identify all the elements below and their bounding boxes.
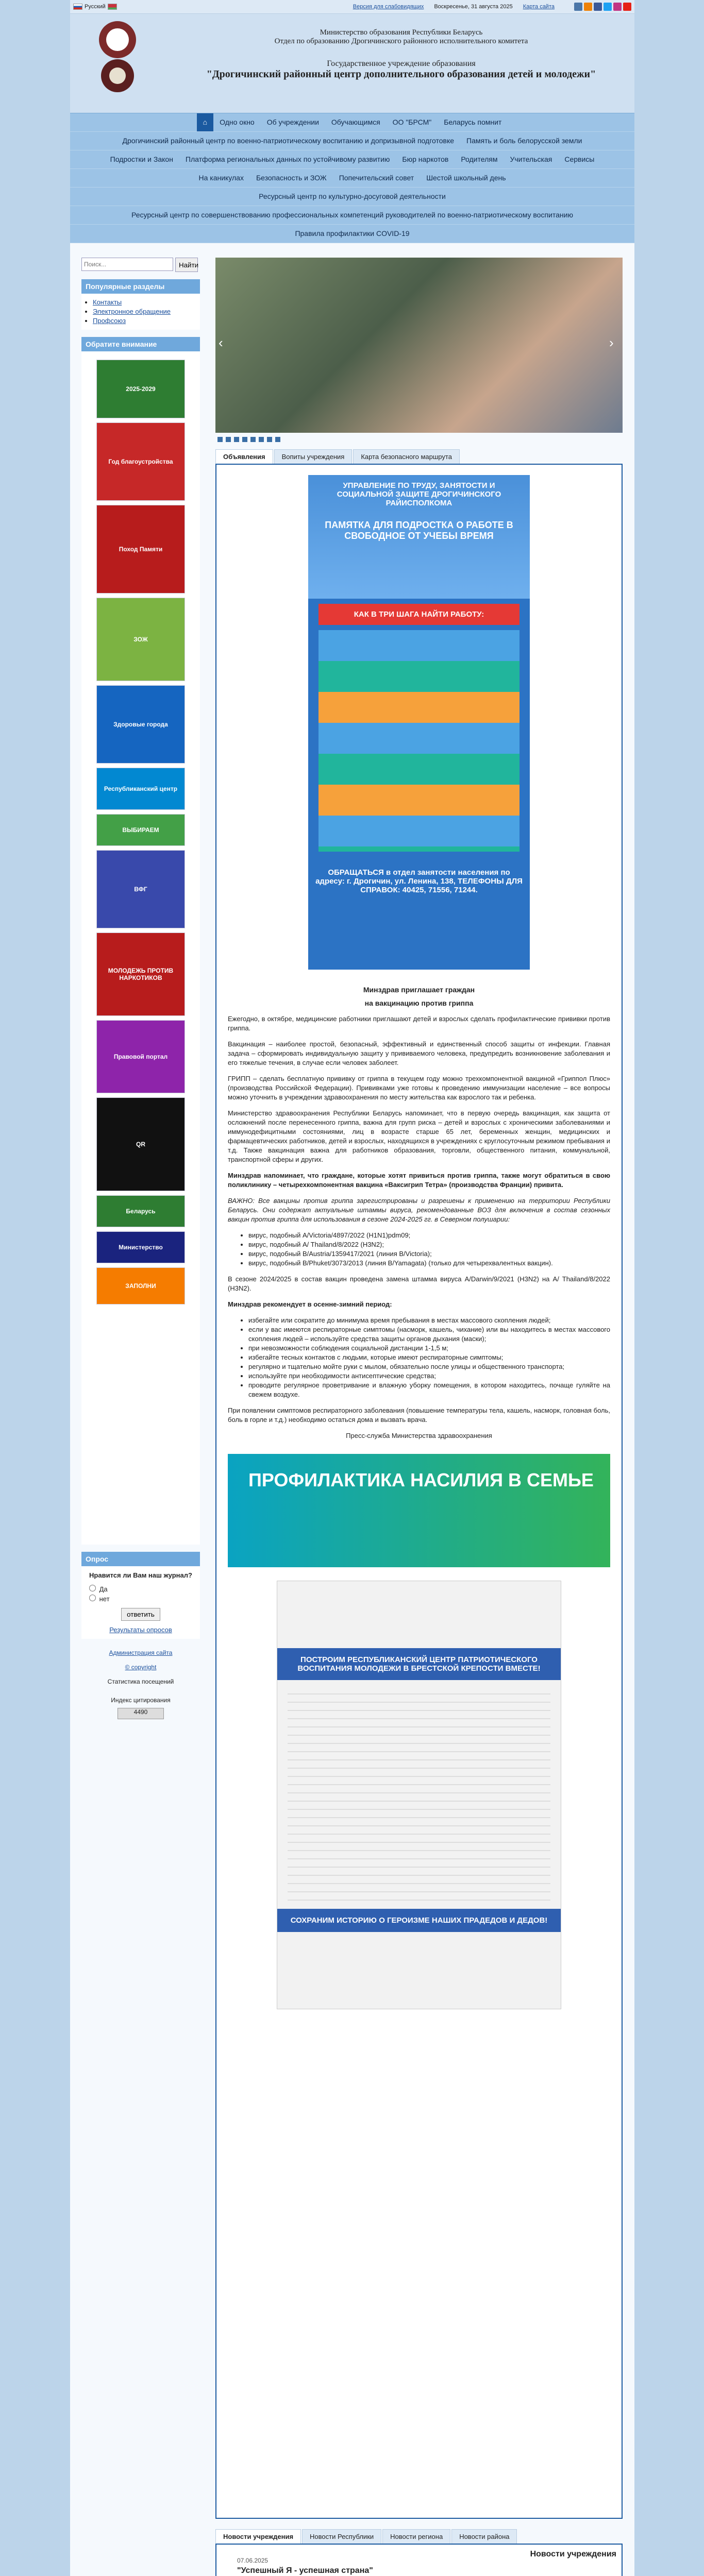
nav-item[interactable]: Попечительский совет — [339, 174, 414, 182]
slider-prev-icon[interactable]: ‹ — [219, 335, 223, 350]
nav-item[interactable]: Об учреждении — [266, 118, 319, 126]
institution-type: Государственное учреждение образования — [327, 59, 476, 68]
article-paragraph: Минздрав напоминает, что граждане, которые хотят привиться против гриппа, также могут обратиться в свою поликлинику – четырехкомпонентная вакцина «Ваксигрип Тетра» (производства Франции) привита. — [228, 1172, 610, 1189]
fortress-slogan: СОХРАНИМ ИСТОРИЮ О ГЕРОИЗМЕ НАШИХ ПРАДЕДОВ И ДЕДОВ! — [277, 1909, 561, 1932]
poster-header — [308, 475, 530, 599]
slider-dot[interactable] — [226, 437, 231, 442]
nav-item[interactable]: Учительская — [510, 155, 552, 163]
attention-title: Обратите внимание — [81, 337, 200, 351]
header-text — [189, 28, 614, 80]
article-sign: Пресс-служба Министерства здравоохранения — [346, 1432, 492, 1439]
news-tabs — [215, 2529, 623, 2545]
poster-contact: ОБРАЩАТЬСЯ в отдел занятости населения по адресу: г. Дрогичин, ул. Ленина, 138, ТЕЛЕФОНЫ ДЛЯ СПРАВОК: 40425, 71556, 71244. — [315, 868, 523, 894]
vk-icon[interactable] — [574, 3, 582, 11]
main-content — [215, 258, 623, 2576]
article-paragraph: Вакцинация – наиболее простой, безопасный, эффективный и единственный способ защиты от инфекции. Главная задача – сформировать индивидуальную защиту у прививаемого человека, предупредить возникновение заболевания и его тяжелые течения, в случае если человек заболеет. — [228, 1040, 610, 1066]
tab-news-region[interactable]: Новости региона — [382, 2529, 450, 2544]
popular-title: Популярные разделы — [81, 279, 200, 294]
article-paragraph: Ежегодно, в октябре, медицинские работники приглашают детей и взрослых сделать профилактические прививки против гриппа. — [228, 1015, 610, 1032]
nav-row-6 — [70, 206, 634, 225]
home-icon[interactable]: ⌂ — [197, 113, 213, 131]
banner-list — [81, 351, 200, 1545]
strain-item: • вирус, подобный A/ Thailand/8/2022 (H3N2); — [248, 1240, 610, 1249]
popular-link[interactable]: Контакты — [93, 298, 122, 306]
nav-item[interactable]: Ресурсный центр по культурно-досуговой деятельности — [259, 192, 446, 200]
news-panel — [215, 2545, 623, 2576]
rec-item: • проводите регулярное проветривание и влажную уборку помещения, в котором находитесь, почаще гуляйте на свежем воздухе. — [248, 1381, 610, 1399]
flag-icon — [73, 4, 82, 10]
popular-link[interactable]: Профсоюз — [93, 317, 126, 325]
nav-item[interactable]: Ресурсный центр по совершенствованию профессиональных компетенций руководителей по военно-патриотическому воспитанию — [131, 211, 573, 219]
language-selector[interactable] — [73, 4, 117, 10]
strain-item: • вирус, подобный B/Austria/1359417/2021 (линия B/Victoria); — [248, 1249, 610, 1259]
poster-title: УПРАВЛЕНИЕ ПО ТРУДУ, ЗАНЯТОСТИ И СОЦИАЛЬНОЙ ЗАЩИТЕ ДРОГИЧИНСКОГО РАЙИСПОЛКОМА — [337, 481, 501, 507]
main-nav — [70, 113, 634, 243]
tab-safe-route[interactable]: Карта безопасного маршрута — [353, 449, 460, 464]
nav-item[interactable]: ОО "БРСМ" — [392, 118, 432, 126]
article-recommend: Минздрав рекомендует в осенне-зимний период: — [228, 1300, 392, 1308]
fortress-title: ПОСТРОИМ РЕСПУБЛИКАНСКИЙ ЦЕНТР ПАТРИОТИЧЕСКОГО ВОСПИТАНИЯ МОЛОДЕЖИ В БРЕСТСКОЙ КРЕПОСТИ ВМЕСТЕ! — [277, 1648, 561, 1680]
poster-steps-list — [319, 630, 519, 852]
popular-list — [81, 294, 200, 330]
poll-title: Опрос — [81, 1552, 200, 1566]
nav-item[interactable]: Бюр наркотов — [402, 155, 449, 163]
strain-item: • вирус, подобный A/Victoria/4897/2022 (H1N1)pdm09; — [248, 1231, 610, 1240]
banner[interactable]: ЗОЖ — [96, 598, 185, 681]
banner[interactable]: Беларусь — [96, 1195, 185, 1227]
nav-row-3 — [70, 150, 634, 169]
social-icons — [574, 3, 631, 11]
article-paragraph: В сезоне 2024/2025 в состав вакцин проведена замена штамма вируса A/Darwin/9/2021 (H3N2) на A/ Thailand/8/2022 (H3N2). — [228, 1275, 610, 1292]
nav-item[interactable]: Обучающимся — [331, 118, 380, 126]
article-paragraph: При появлении симптомов респираторного заболевания (повышение температуры тела, кашель, насморк, головная боль, боль в горле и т.д.) необходимо остаться дома и вызвать врача. — [228, 1406, 610, 1423]
poll-no: нет — [99, 1595, 110, 1603]
nav-row-2 — [70, 132, 634, 150]
search-button[interactable]: Найти — [175, 258, 198, 272]
poll-yes-radio[interactable] — [89, 1585, 96, 1591]
announcement-tabs — [215, 449, 623, 465]
slider-dot[interactable] — [275, 437, 280, 442]
slider-dot[interactable] — [242, 437, 247, 442]
sitemap-link[interactable]: Карта сайта — [523, 4, 555, 10]
index-label: Индекс цитирования — [111, 1697, 171, 1704]
rec-item: • избегайте или сократите до минимума время пребывания в местах массового скопления людей; — [248, 1316, 610, 1325]
strain-item: • вирус, подобный B/Phuket/3073/2013 (линия B/Yamagata) (только для четырехвалентных вакцин). — [248, 1259, 610, 1268]
banner[interactable]: Здоровые города — [96, 685, 185, 764]
article-heading-2: на вакцинацию против гриппа — [364, 999, 474, 1007]
slider-next-icon[interactable]: › — [609, 335, 614, 350]
slider-dot[interactable] — [250, 437, 256, 442]
article-paragraph: ВАЖНО: Все вакцины против гриппа зарегистрированы и разрешены к применению на территории Республики Беларусь. Они содержат актуальные штаммы вируса, рекомендованные ВОЗ для включения в состав сезонных вакцин против гриппа для использования в сезоне 2024-2025 гг. в Северном полушарии: — [228, 1197, 610, 1223]
poster-steps: КАК В ТРИ ШАГА НАЙТИ РАБОТУ: — [319, 604, 519, 625]
nav-item[interactable]: Память и боль белорусской земли — [466, 137, 582, 145]
institution-name: "Дрогичинский районный центр дополнительного образования детей и молодежи" — [206, 69, 596, 80]
banner[interactable]: ЗАПОЛНИ — [96, 1267, 185, 1304]
youtube-icon[interactable] — [623, 3, 631, 11]
department-title: Отдел по образованию Дрогичинского районного исполнительного комитета — [274, 37, 528, 45]
popular-link[interactable]: Электронное обращение — [93, 308, 171, 315]
nav-item[interactable]: Подростки и Закон — [110, 155, 173, 163]
rec-item: • избегайте тесных контактов с людьми, которые имеют респираторные симптомы; — [248, 1353, 610, 1362]
poll — [81, 1566, 200, 1639]
nav-row-5 — [70, 188, 634, 206]
tab-institution[interactable]: Вопиты учреждения — [274, 449, 353, 464]
language-label: Русский — [85, 4, 106, 10]
nav-item[interactable]: Платформа региональных данных по устойчивому развитию — [185, 155, 390, 163]
search-input[interactable] — [81, 258, 173, 271]
banner[interactable]: Правовой портал — [96, 1020, 185, 1093]
facebook-icon[interactable] — [594, 3, 602, 11]
nav-row-1 — [70, 113, 634, 132]
slider-dot[interactable] — [217, 437, 223, 442]
tab-news-district[interactable]: Новости района — [451, 2529, 517, 2544]
search-box — [81, 258, 200, 272]
low-vision-link[interactable]: Версия для слабовидящих — [353, 4, 424, 10]
article-paragraph: ГРИПП – сделать бесплатную прививку от гриппа в текущем году можно трехкомпонентной вакциной «Гриппол Плюс» (производства Российской Федерации). Прививками уже готовы к проведению иммунизации население – все вопросы можно уточнить в учреждении здравоохранения по месту жительства как взрослого так и ребенка. — [228, 1075, 610, 1101]
rec-item: • регулярно и тщательно мойте руки с мылом, обязательно после улицы и общественного транспорта; — [248, 1362, 610, 1371]
banner[interactable]: Республиканский центр — [96, 768, 185, 810]
article-paragraph: Министерство здравоохранения Республики Беларусь напоминает, что в первую очередь вакцинация, как защита от осложнений после перенесенного гриппа, важна для групп риска – детей и взрослых с хроническими заболеваниями и иммунодефицитными состояниями, лиц в возрасте старше 65 лет, беременных женщин, медицинских и фармацевтических работников, детей и взрослых, находящихся в учреждениях с круглосуточным режимом пребывания и т.д. Также вакцинация важна для работников образования, торговли, общественного питания, коммунальной, транспортной сферы и других. — [228, 1109, 610, 1163]
stats-label: Статистика посещений — [107, 1678, 174, 1685]
nav-item[interactable]: На каникулах — [198, 174, 244, 182]
flag-by-icon[interactable] — [108, 4, 117, 10]
nav-item[interactable]: Правила профилактики COVID-19 — [295, 229, 410, 238]
banner[interactable]: 2025-2029 — [96, 360, 185, 418]
poll-question: Нравится ли Вам наш журнал? — [89, 1571, 192, 1579]
rec-item: • используйте при необходимости антисептические средства; — [248, 1371, 610, 1381]
left-sidebar — [81, 258, 200, 1723]
nav-item[interactable]: Шестой школьный день — [426, 174, 506, 182]
nav-item[interactable]: Одно окно — [220, 118, 255, 126]
date: Воскресенье, 31 августа 2025 — [434, 4, 513, 10]
top-bar — [70, 0, 634, 14]
ok-icon[interactable] — [584, 3, 592, 11]
nav-item[interactable]: Родителям — [461, 155, 498, 163]
article-heading-1: Минздрав приглашает граждан — [363, 986, 475, 994]
rec-item: • если у вас имеются респираторные симптомы (насморк, кашель, чихание) или вы находитесь в местах массового скопления людей – используйте средства защиты органов дыхания (маски); — [248, 1325, 610, 1344]
violence-title: ПРОФИЛАКТИКА НАСИЛИЯ В СЕМЬЕ — [248, 1469, 594, 1490]
news-section — [215, 2529, 623, 2576]
instagram-icon[interactable] — [613, 3, 622, 11]
tab-news-republic[interactable]: Новости Республики — [302, 2529, 381, 2544]
nav-item[interactable]: Сервисы — [564, 155, 595, 163]
banner[interactable]: ВФГ — [96, 850, 185, 928]
news-date: 07.06.2025 — [237, 2557, 269, 2564]
photo-slider[interactable] — [215, 258, 623, 433]
logo-icon[interactable] — [97, 19, 138, 99]
poll-yes: Да — [99, 1585, 108, 1593]
ministry-title: Министерство образования Республики Беларусь — [320, 28, 483, 37]
fortress-poster[interactable] — [277, 1581, 561, 2009]
news-header: Новости учреждения — [530, 2550, 616, 2558]
tab-news-institution[interactable]: Новости учреждения — [215, 2529, 301, 2544]
page — [70, 0, 634, 2576]
slider-dots — [215, 433, 623, 446]
poll-vote-button[interactable]: ответить — [121, 1608, 160, 1621]
banner[interactable]: Министерство — [96, 1231, 185, 1263]
counter[interactable]: 4490 — [118, 1708, 164, 1719]
copyright-link[interactable]: © copyright — [125, 1664, 157, 1671]
admin-link[interactable]: Администрация сайта — [109, 1649, 173, 1656]
banner[interactable]: QR — [96, 1097, 185, 1191]
twitter-icon[interactable] — [604, 3, 612, 11]
banner[interactable]: Год благоустройства — [96, 422, 185, 501]
flu-article — [228, 985, 610, 1440]
violence-banner[interactable] — [228, 1454, 610, 1567]
nav-item[interactable]: Беларусь помнит — [444, 118, 502, 126]
site-header — [70, 14, 634, 113]
news-title[interactable]: "Успешный Я - успешная страна" — [237, 2566, 373, 2575]
banner[interactable]: МОЛОДЕЖЬ ПРОТИВ НАРКОТИКОВ — [96, 933, 185, 1016]
nav-item[interactable]: Дрогичинский районный центр по военно-патриотическому воспитанию и допризывной подготовке — [122, 137, 455, 145]
poster-subtitle: ПАМЯТКА ДЛЯ ПОДРОСТКА О РАБОТЕ В СВОБОДНОЕ ОТ УЧЕБЫ ВРЕМЯ — [325, 520, 513, 541]
employment-poster[interactable] — [308, 475, 530, 970]
slider-dot[interactable] — [259, 437, 264, 442]
rec-item: • при невозможности соблюдения социальной дистанции 1-1,5 м; — [248, 1344, 610, 1353]
top-links — [353, 3, 631, 11]
nav-row-4 — [70, 169, 634, 188]
poll-results-link[interactable]: Результаты опросов — [109, 1626, 172, 1634]
fortress-text — [288, 1686, 550, 1903]
slider-dot[interactable] — [234, 437, 239, 442]
tab-announcements[interactable]: Объявления — [215, 449, 273, 464]
banner[interactable]: Поход Памяти — [96, 505, 185, 594]
nav-row-7 — [70, 225, 634, 243]
announcements-panel — [215, 465, 623, 2519]
banner[interactable]: ВЫБИРАЕМ — [96, 814, 185, 846]
poll-no-radio[interactable] — [89, 1595, 96, 1601]
slider-dot[interactable] — [267, 437, 272, 442]
nav-item[interactable]: Безопасность и ЗОЖ — [256, 174, 327, 182]
